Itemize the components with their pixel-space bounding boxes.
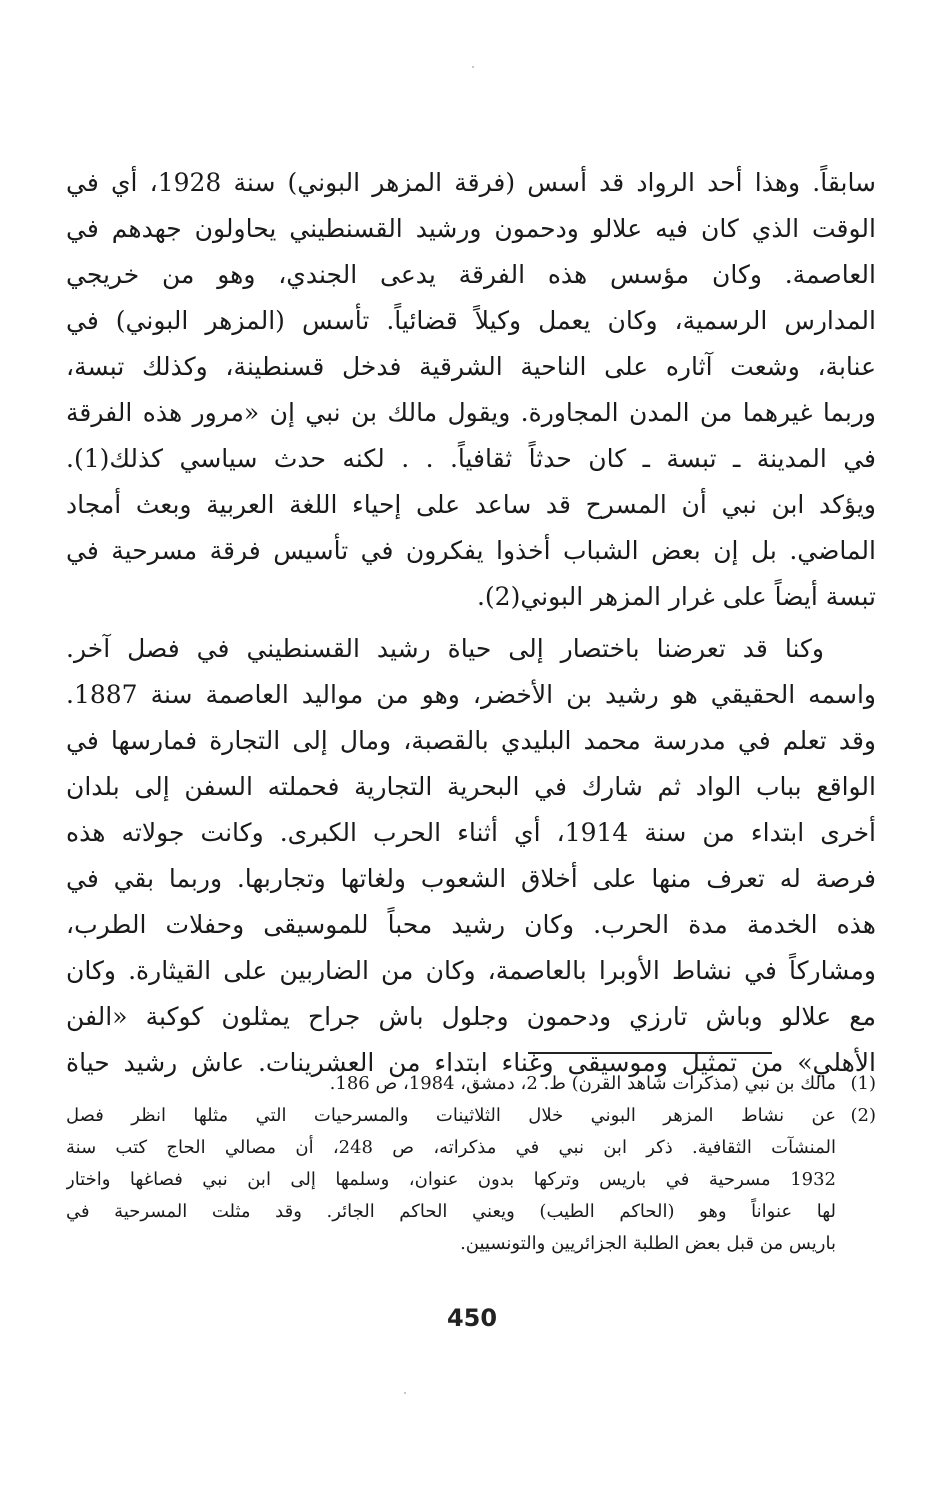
text-line: عنابة، وشعت آثاره على الناحية الشرقية فدخل قسنطينة، وكذلك تبسة، [66, 352, 876, 381]
text-line: ومشاركاً في نشاط الأوبرا بالعاصمة، وكان من الضاربين على القيثارة. وكان [66, 956, 876, 985]
text-line: تبسة أيضاً على غرار المزهر البوني(2). [476, 582, 876, 611]
text-line: الوقت الذي كان فيه علالو ودحمون ورشيد القسنطيني يحاولون جهدهم في [66, 214, 876, 243]
footnote-text [66, 1100, 836, 1260]
text-line: أخرى ابتداء من سنة 1914، أي أثناء الحرب الكبرى. وكانت جولاته هذه [66, 818, 876, 847]
footnote-2 [66, 1100, 876, 1260]
paragraph-2 [66, 626, 876, 1086]
text-line: ويؤكد ابن نبي أن المسرح قد ساعد على إحياء اللغة العربية وبعث أمجاد [66, 490, 876, 519]
text-line: الأهلي» من تمثيل وموسيقى وغناء ابتداء من العشرينات. عاش رشيد حياة [66, 1048, 876, 1077]
footnote-line: 1932 مسرحية في باريس وتركها بدون عنوان، وسلمها إلى ابن نبي فصاغها واختار [66, 1169, 836, 1190]
footnote-line: باريس من قبل بعض الطلبة الجزائريين والتونسيين. [460, 1233, 836, 1254]
footnote-number: (2) [850, 1105, 876, 1126]
footnotes [66, 1068, 876, 1260]
text-line: سابقاً. وهذا أحد الرواد قد أسس (فرقة المزهر البوني) سنة 1928، أي في [66, 168, 876, 197]
text-line: واسمه الحقيقي هو رشيد بن الأخضر، وهو من مواليد العاصمة سنة 1887. [66, 680, 876, 709]
paper-speck [404, 1392, 406, 1394]
text-line: فرصة له تعرف منها على أخلاق الشعوب ولغاتها وتجاربها. وربما بقي في [66, 864, 876, 893]
footnote-line: مالك بن نبي (مذكرات شاهد القرن) ط. 2، دمشق، 1984، ص 186. [329, 1073, 836, 1094]
text-line: العاصمة. وكان مؤسس هذه الفرقة يدعى الجندي، وهو من خريجي [66, 260, 876, 289]
footnote-text [66, 1068, 836, 1100]
text-line: في المدينة ـ تبسة ـ كان حدثاً ثقافياً. . . لكنه حدث سياسي كذلك(1). [66, 444, 876, 473]
page-number: 450 [446, 1304, 498, 1332]
footnote-number: (1) [850, 1073, 876, 1094]
text-line: الواقع بباب الواد ثم شارك في البحرية التجارية فحملته السفن إلى بلدان [66, 772, 876, 801]
text-line: الماضي. بل إن بعض الشباب أخذوا يفكرون في تأسيس فرقة مسرحية في [66, 536, 876, 565]
text-line: المدارس الرسمية، وكان يعمل وكيلاً قضائياً. تأسس (المزهر البوني) في [66, 306, 876, 335]
text-line: مع علالو وباش تارزي ودحمون وجلول باش جراح يمثلون كوكبة «الفن [66, 1002, 876, 1031]
footnote-line: لها عنواناً وهو (الحاكم الطيب) ويعني الحاكم الجائر. وقد مثلت المسرحية في [66, 1201, 836, 1222]
footnote-1 [66, 1068, 876, 1100]
paper-speck [472, 66, 474, 68]
text-line: هذه الخدمة مدة الحرب. وكان رشيد محباً للموسيقى وحفلات الطرب، [66, 910, 876, 939]
text-line: وقد تعلم في مدرسة محمد البليدي بالقصبة، ومال إلى التجارة فمارسها في [66, 726, 876, 755]
paragraph-1 [66, 160, 876, 620]
footnote-line: المنشآت الثقافية. ذكر ابن نبي في مذكراته، ص 248، أن مصالي الحاج كتب سنة [66, 1137, 836, 1158]
text-line: وربما غيرهما من المدن المجاورة. ويقول مالك بن نبي إن «مرور هذه الفرقة [66, 398, 876, 427]
footnote-line: عن نشاط المزهر البوني خلال الثلاثينات والمسرحيات التي مثلها انظر فصل [66, 1105, 836, 1126]
footnote-divider [528, 1052, 772, 1054]
text-line: وكنا قد تعرضنا باختصار إلى حياة رشيد القسنطيني في فصل آخر. [66, 634, 824, 663]
